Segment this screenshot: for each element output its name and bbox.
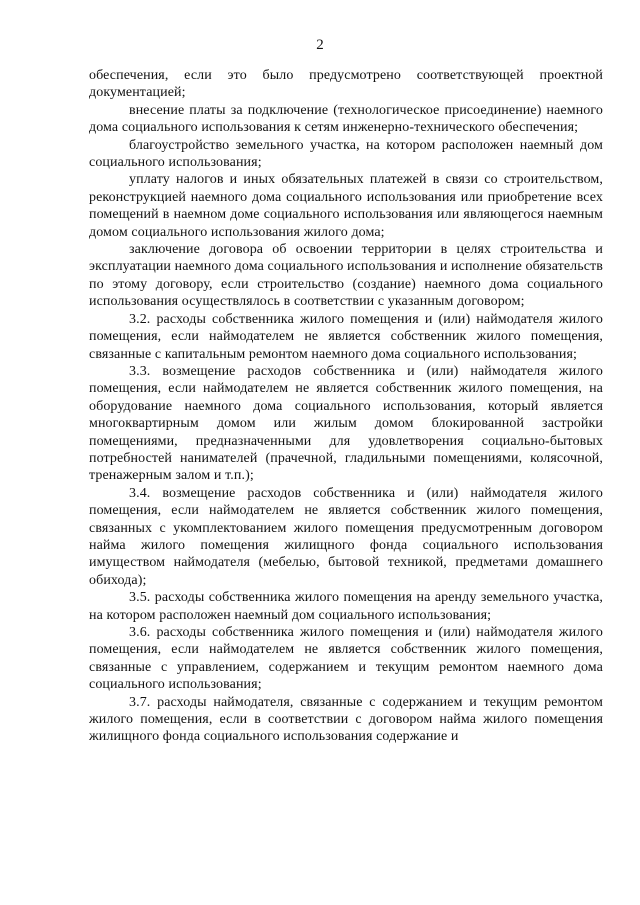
paragraph-3-4: 3.4. возмещение расходов собственника и (или) наймодателя жилого помещения, если наймодателем не является собственник жилого помещения, связанных с укомплектованием жилого помещения предусмотренным договором найма жилого помещения жилищного фонда социального использования имуществом наймодателя (мебелью, бытовой техникой, предметами домашнего обихода); [89, 485, 603, 588]
paragraph-3-5: 3.5. расходы собственника жилого помещения на аренду земельного участка, на котором расположен наемный дом социального использования; [89, 590, 603, 623]
paragraph-3-2: 3.2. расходы собственника жилого помещения и (или) наймодателя жилого помещения, если наймодателем не является собственник жилого помещения, связанные с капитальным ремонтом наемного дома социального использования; [89, 311, 603, 362]
paragraph-3-3: 3.3. возмещение расходов собственника и (или) наймодателя жилого помещения, если наймодателем не является собственник жилого помещения, на оборудование наемного дома социального использования, который является многоквартирным домом или жилым домом блокированной застройки помещениями, предназначенными для удовлетворения социально-бытовых потребностей нанимателей (прачечной, гладильными помещениями, колясочной, тренажерным залом и т.п.); [89, 363, 603, 484]
paragraph-land-improvement: благоустройство земельного участка, на котором расположен наемный дом социального использования; [89, 137, 603, 171]
paragraph-territory-agreement: заключение договора об освоении территории в целях строительства и эксплуатации наемного дома социального использования и исполнение обязательств по этому договору, если строительство (создание) наемного дома социального использования осуществлялось в соответствии с указанным договором; [89, 242, 603, 310]
paragraph-continuation: обеспечения, если это было предусмотрено соответствующей проектной документацией; [89, 68, 603, 101]
paragraph-3-7: 3.7. расходы наймодателя, связанные с содержанием и текущим ремонтом жилого помещения, если в соответствии с договором найма жилого помещения жилищного фонда социального использования содержание и [89, 694, 603, 745]
paragraph-3-6: 3.6. расходы собственника жилого помещения и (или) наймодателя жилого помещения, если наймодателем не является собственник жилого помещения, связанные с управлением, содержанием и текущим ремонтом наемного дома социального использования; [89, 625, 603, 693]
paragraph-connection-fee: внесение платы за подключение (технологическое присоединение) наемного дома социального использования к сетям инженерно-технического обеспечения; [89, 102, 603, 136]
paragraph-taxes: уплату налогов и иных обязательных платежей в связи со строительством, реконструкцией наемного дома социального использования или приобретение всех помещений в наемном доме социального использования или являющегося наемным домом социального использования жилого дома; [89, 172, 603, 240]
document-body [89, 67, 603, 746]
page-number: 2 [316, 37, 324, 53]
